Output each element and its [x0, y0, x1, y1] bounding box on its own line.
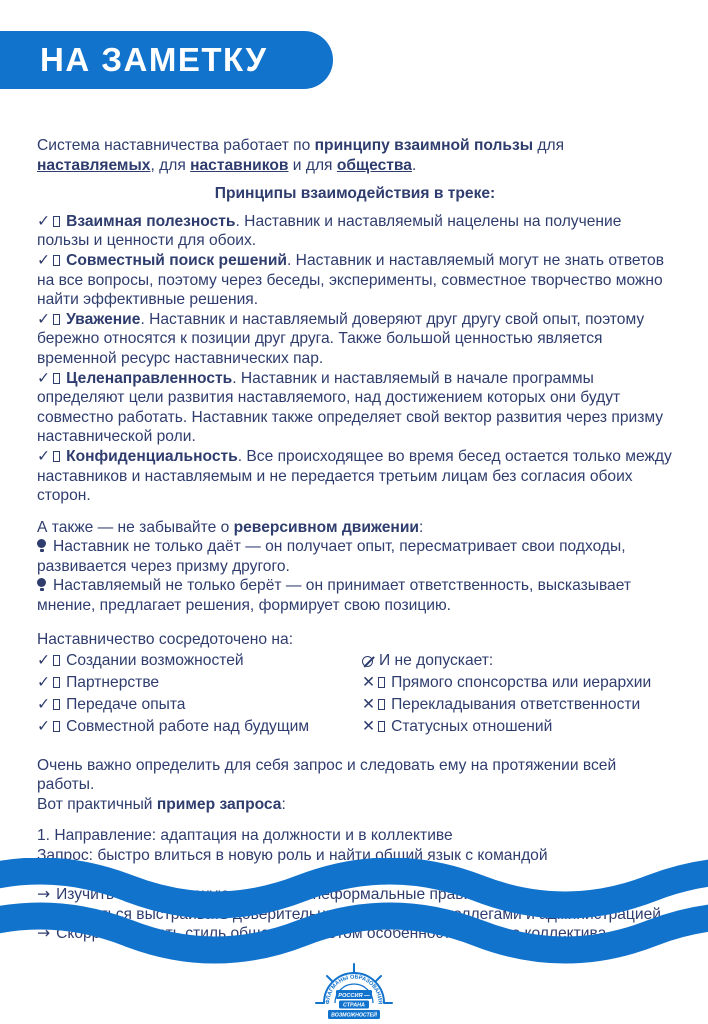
check-icon: ✓: [37, 250, 51, 269]
no-entry-icon: [362, 656, 373, 667]
page-title: НА ЗАМЕТКУ: [40, 41, 268, 78]
wave-stripe-top: [0, 871, 708, 905]
focus-allowed-label: Партнерстве: [66, 674, 160, 692]
reverse-item: [37, 576, 673, 615]
page-content: [37, 136, 673, 944]
focus-allowed-label: Совместной работе над будущим: [66, 717, 310, 735]
reverse-item: [37, 537, 673, 576]
reverse-item-text: Наставляемый не только берёт — он принимает ответственность, высказывает мнение, предлагает решения, формирует свою позицию.: [37, 577, 632, 615]
focus-denied-item: [362, 695, 673, 715]
tofu-box-icon: [378, 677, 385, 688]
request-step-text: Скорректировать стиль общения с учётом особенностей нового коллектива.: [56, 925, 611, 943]
arrow-icon: →: [37, 924, 51, 943]
tofu-box-icon: [53, 216, 60, 227]
principle-title: Конфиденциальность: [66, 447, 238, 465]
tofu-box-icon: [53, 677, 60, 688]
focus-allowed-list: [37, 651, 362, 738]
focus-denied-heading-label: И не допускает:: [379, 652, 494, 670]
request-paragraph-line2: Вот практичный пример запроса:: [37, 795, 286, 813]
intro-paragraph: Система наставничества работает по принципу взаимной пользы для наставляемых, для наставников и для общества.: [37, 137, 565, 174]
reverse-heading: А также — не забывайте о реверсивном движении:: [37, 518, 424, 536]
check-icon: ✓: [37, 446, 51, 465]
cross-icon: ✕: [362, 716, 376, 735]
wave-stripe-bottom: [0, 916, 708, 950]
arrow-icon: →: [37, 904, 51, 923]
focus-denied-list: [362, 651, 673, 738]
principles-heading: Принципы взаимодействия в треке:: [214, 185, 496, 203]
principle-title: Целенаправленность: [66, 369, 233, 387]
focus-allowed-item: [37, 651, 362, 671]
request-step-text: Научиться выстраивать доверительные отношения с коллегами и администрацией.: [56, 905, 666, 923]
check-icon: ✓: [37, 651, 51, 670]
focus-denied-label: Статусных отношений: [391, 717, 553, 735]
focus-denied-label: Перекладывания ответственности: [391, 696, 641, 713]
check-icon: ✓: [37, 716, 51, 735]
focus-allowed-label: Передаче опыта: [66, 696, 186, 713]
focus-allowed-item: [37, 717, 362, 737]
principle-title: Уважение: [66, 310, 141, 328]
principle-item: [37, 447, 673, 506]
tofu-box-icon: [53, 255, 60, 266]
check-icon: ✓: [37, 673, 51, 692]
focus-denied-label: Прямого спонсорства или иерархии: [391, 674, 652, 692]
tofu-box-icon: [378, 699, 385, 710]
focus-allowed-item: [37, 695, 362, 715]
request-direction-line: 1. Направление: адаптация на должности и в коллективе: [37, 827, 453, 845]
reverse-item-text: Наставник не только даёт — он получает опыт, пересматривает свои подходы, развивается через призму другого.: [37, 538, 626, 575]
principle-title: Совместный поиск решений: [66, 251, 288, 269]
cross-icon: ✕: [362, 695, 376, 713]
request-paragraph-line1: Очень важно определить для себя запрос и следовать ему на протяжении всей работы.: [37, 756, 617, 794]
principle-text: . Все происходящее во время бесед остается только между наставников и наставляемым и не передается третьим лицам без согласия обоих сторон.: [37, 447, 672, 505]
tofu-box-icon: [53, 314, 60, 325]
focus-denied-item: [362, 717, 673, 737]
principle-item: [37, 310, 673, 369]
tofu-box-icon: [53, 655, 60, 666]
lightbulb-icon: [37, 578, 46, 591]
request-step-text: Изучить корпоративную культуру и неформальные правила школы.: [56, 886, 547, 904]
reverse-section: [37, 518, 673, 616]
logo-ribbon-text: ВОЗМОЖНОСТЕЙ: [331, 1012, 377, 1019]
focus-section: [37, 630, 673, 739]
check-icon: ✓: [37, 368, 51, 387]
focus-allowed-item: [37, 673, 362, 693]
cross-icon: ✕: [362, 673, 376, 692]
check-icon: ✓: [37, 309, 51, 328]
check-icon: ✓: [37, 211, 51, 230]
arrow-icon: →: [37, 885, 51, 904]
focus-left-heading: Наставничество сосредоточено на:: [37, 630, 294, 648]
tofu-box-icon: [53, 721, 60, 732]
principle-item: [37, 212, 673, 251]
focus-denied-heading: [362, 651, 673, 671]
tofu-box-icon: [53, 373, 60, 384]
header-banner: [0, 31, 333, 89]
tofu-box-icon: [378, 721, 385, 732]
focus-allowed-label: Создании возможностей: [66, 652, 244, 670]
principle-title: Взаимная полезность: [66, 212, 236, 230]
principles-list: [37, 212, 673, 506]
request-query-line: Запрос: быстро влиться в новую роль и найти общий язык с командой: [37, 846, 548, 864]
principle-text: . Наставник и наставляемый могут не знать ответов на все вопросы, поэтому через беседы, эксперименты, совместное творчество можно найти эффективные решения.: [37, 251, 665, 309]
lightbulb-icon: [37, 539, 46, 552]
logo-arc-text: ФЛАГМАНЫ ОБРАЗОВАНИЯ: [325, 974, 383, 1005]
logo-ribbon-text: СТРАНА: [343, 1002, 365, 1009]
tofu-box-icon: [53, 699, 60, 710]
request-path-label: Путь:: [37, 866, 76, 884]
check-icon: ✓: [37, 695, 51, 713]
principle-item: [37, 251, 673, 310]
tofu-box-icon: [53, 451, 60, 462]
principle-text: . Наставник и наставляемый нацелены на получение пользы и ценности для обоих.: [37, 212, 622, 250]
principle-item: [37, 369, 673, 447]
logo-ribbon-text: РОССИЯ —: [338, 992, 370, 999]
focus-denied-item: [362, 673, 673, 693]
principle-text: . Наставник и наставляемый доверяют друг другу свой опыт, поэтому бережно относятся к позиции друг друга. Также большой ценностью является временной ресурс наставнических пар.: [37, 310, 645, 367]
org-logo: [312, 951, 396, 1023]
logo-ribbons: [328, 990, 380, 1019]
principle-text: . Наставник и наставляемый в начале программы определяют цели развития наставляемого, над достижением которых они будут совместно работать. Наставник также определяет свой вектор развития через призму наставнической роли.: [37, 369, 664, 446]
